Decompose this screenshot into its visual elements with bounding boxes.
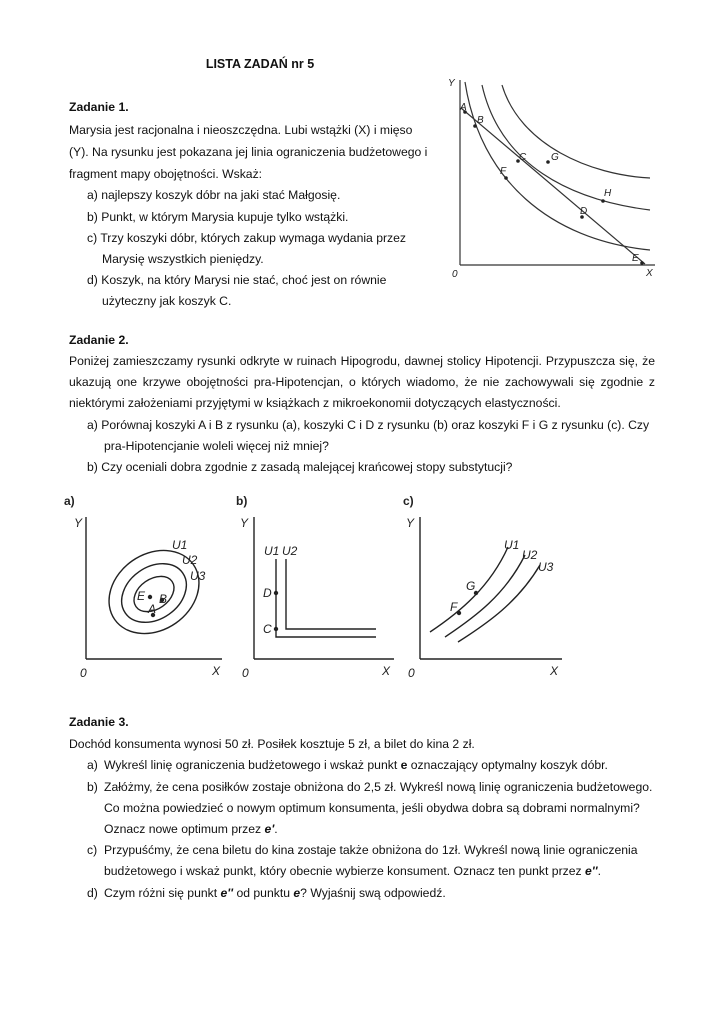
fig1-origin: 0 (452, 269, 458, 280)
fig-b-origin: 0 (242, 666, 249, 680)
point-B: B (477, 115, 484, 126)
task2-heading: Zadanie 2. (69, 333, 129, 347)
point-E: E (632, 253, 639, 264)
fig-a-u3: U3 (190, 569, 206, 583)
fig-a-u1: U1 (172, 538, 188, 552)
fig-a-y: Y (74, 516, 83, 530)
point-F: F (500, 166, 507, 177)
task3-item-c: Przypuśćmy, że cena biletu do kina zostaje także obniżona do 1zł. Wykreśl nową linie ograniczenia (104, 843, 638, 857)
fig-c-x: X (550, 664, 559, 678)
fig-c-label: c) (403, 494, 414, 508)
fig-c-origin: 0 (408, 666, 415, 680)
fig-a-u2: U2 (182, 553, 198, 567)
task1-line: Marysia jest racjonalna i nieoszczędna. Lubi wstążki (X) i mięso (69, 123, 413, 137)
task2-item-a: a) Porównaj koszyki A i B z rysunku (a), koszyki C i D z rysunku (b) oraz koszyki F i G z rysunku (c). Czy (87, 418, 650, 432)
point-D: D (580, 206, 588, 217)
task1-line: fragment mapy obojętności. Wskaż: (69, 167, 263, 181)
fig-b-label: b) (236, 494, 248, 508)
fig-c-y: Y (406, 516, 415, 530)
task1-item-d-cont: użyteczny jak koszyk C. (102, 294, 232, 308)
task2-item-b: b) Czy oceniali dobra zgodnie z zasadą malejącej krańcowej stopy substytucji? (87, 460, 513, 474)
task1-item-d: d) Koszyk, na który Marysi nie stać, choć jest on równie (87, 273, 387, 287)
fig-b-point-C: C (263, 622, 272, 636)
curve-u1 (276, 559, 376, 637)
ellipse-u1 (93, 533, 215, 650)
fig-b-x: X (382, 664, 391, 678)
fig-a-point-A: A (148, 602, 157, 616)
fig-c-u1: U1 (504, 538, 520, 552)
fig-a-label: a) (64, 494, 75, 508)
task1-indifference-figure (440, 70, 670, 290)
point-C: C (519, 152, 527, 163)
indifference-curve (465, 82, 650, 250)
task1-item-a: a) najlepszy koszyk dóbr na jaki stać Małgosię. (87, 188, 341, 202)
page-title: LISTA ZADAŃ nr 5 (205, 57, 315, 71)
task3-item-b: Załóżmy, że cena posiłków zostaje obniżona do 2,5 zł. Wykreśl nową linię ograniczenia budżetowego. (104, 780, 653, 794)
fig-c-point-G: G (466, 579, 476, 593)
fig1-x-label: X (646, 268, 653, 279)
fig-c-point-F: F (450, 600, 458, 614)
fig-b-point-D: D (263, 586, 272, 600)
fig-c-u3: U3 (538, 560, 554, 574)
fig-b-u1: U1 (264, 544, 280, 558)
curve-u3 (458, 565, 540, 642)
point-A: A (460, 102, 467, 113)
point-H: H (604, 188, 612, 199)
task3-item-c-marker: c) (87, 843, 98, 857)
fig-c-u2: U2 (522, 548, 538, 562)
task3-item-c-cont: budżetowego i wskaż punkt, który obecnie wybierze konsument. Oznacz ten punkt przez e''. (104, 864, 601, 878)
task3-item-b-cont: Co można powiedzieć o nowym optimum konsumenta, jeśli obydwa dobra są dobrami normalnymi? (104, 801, 640, 815)
task3-item-b-cont: Oznacz nowe optimum przez e'. (104, 822, 278, 836)
fig-a-point-B: B (159, 592, 168, 606)
curve-u2 (286, 559, 376, 629)
task1-line: (Y). Na rysunku jest pokazana jej linia ograniczenia budżetowego i (69, 145, 428, 159)
task1-heading: Zadanie 1. (69, 100, 129, 114)
indifference-curve (502, 85, 650, 178)
task2-paragraph: Poniżej zamieszczamy rysunki odkryte w ruinach Hipogrodu, dawnej stolicy Hipotencji. Przypuszcza się, że ukazują one krzywe obojętności pra-Hipotencjan, o których wiadomo, że nie zachowywali się zgodnie z niektórymi założeniami przyjętymi w książkach z mikroekonomii dotyczących elastyczności. (69, 354, 655, 410)
task3-heading: Zadanie 3. (69, 715, 129, 729)
task3-item-a: Wykreśl linię ograniczenia budżetowego i wskaż punkt e oznaczający optymalny koszyk dóbr. (104, 758, 608, 772)
task2-figure-c (400, 487, 580, 687)
point-G: G (551, 152, 559, 163)
fig1-y-label: Y (448, 78, 455, 89)
task3-intro: Dochód konsumenta wynosi 50 zł. Posiłek kosztuje 5 zł, a bilet do kina 2 zł. (69, 737, 475, 751)
task2-figure-a (64, 487, 234, 687)
fig-b-y: Y (240, 516, 249, 530)
task3-item-d-marker: d) (87, 886, 98, 900)
fig-b-u2: U2 (282, 544, 298, 558)
task1-item-c-cont: Marysię wszystkich pieniędzy. (102, 252, 264, 266)
curve-u2 (445, 555, 525, 637)
budget-line (461, 108, 645, 264)
task2-figure-b (236, 487, 406, 687)
task3-item-b-marker: b) (87, 780, 98, 794)
task1-item-c: c) Trzy koszyki dóbr, których zakup wymaga wydania przez (87, 231, 407, 245)
fig-a-point-E: E (137, 589, 146, 603)
task3-item-a-marker: a) (87, 758, 98, 772)
task3-item-d: Czym różni się punkt e'' od punktu e? Wyjaśnij swą odpowiedź. (104, 886, 446, 900)
fig-a-x: X (212, 664, 221, 678)
task2-item-a-cont: pra-Hipotencjanie woleli więcej niż mniej? (104, 439, 329, 453)
fig-a-origin: 0 (80, 666, 87, 680)
task1-item-b: b) Punkt, w którym Marysia kupuje tylko wstążki. (87, 210, 349, 224)
